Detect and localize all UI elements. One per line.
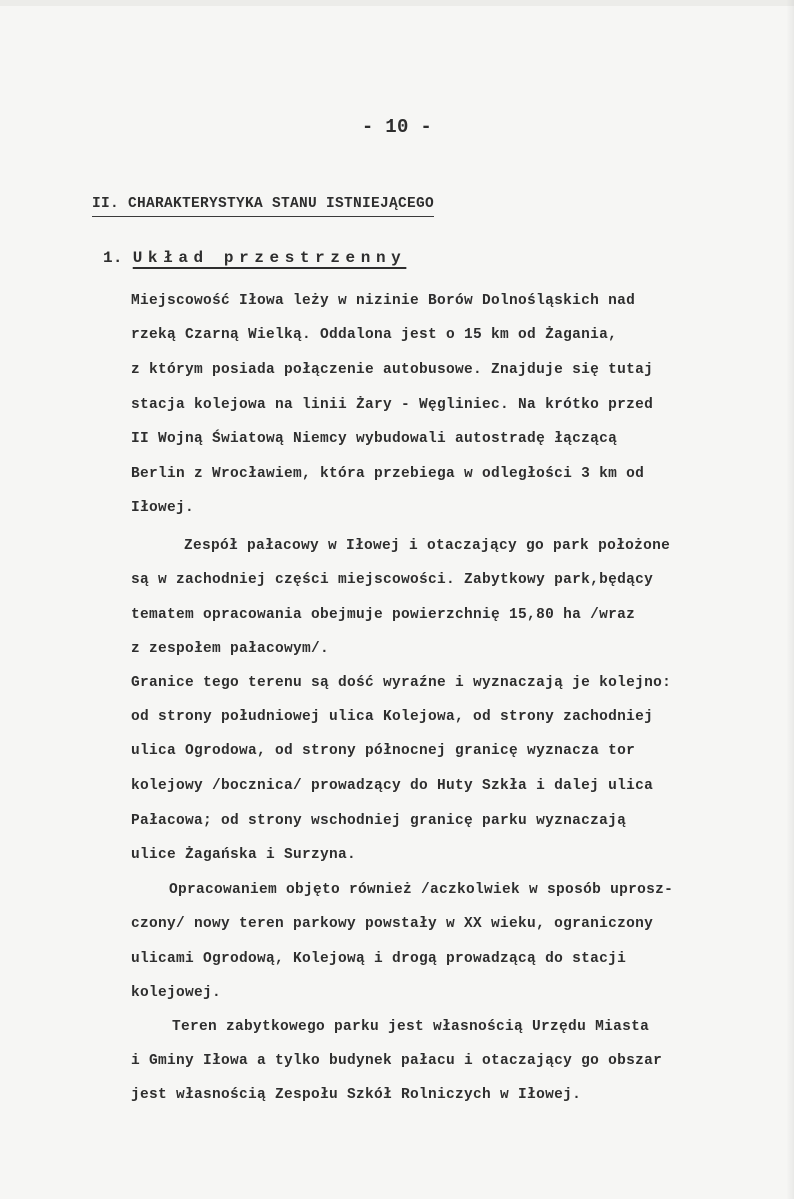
text-line: Granice tego terenu są dość wyraźne i wyznaczają je kolejno: — [131, 675, 672, 691]
text-line: Pałacowa; od strony wschodniej granicę parku wyznaczają — [131, 813, 627, 829]
text-line: II Wojną Światową Niemcy wybudowali autostradę łączącą — [131, 431, 618, 447]
text-line: i Gminy Iłowa a tylko budynek pałacu i otaczający go obszar — [131, 1053, 663, 1069]
subsection-heading — [103, 246, 406, 270]
text-line: Miejscowość Iłowa leży w nizinie Borów Dolnośląskich nad — [131, 293, 636, 309]
text-line: ulice Żagańska i Surzyna. — [131, 847, 357, 863]
text-line: stacja kolejowa na linii Żary - Węgliniec. Na krótko przed — [131, 397, 654, 413]
text-line: są w zachodniej części miejscowości. Zabytkowy park,będący — [131, 572, 654, 588]
subsection-number: 1. — [103, 249, 123, 267]
page-edge-shadow — [786, 0, 794, 1199]
text-line: ulica Ogrodowa, od strony północnej granicę wyznacza tor — [131, 743, 636, 759]
text-line: Zespół pałacowy w Iłowej i otaczający go park położone — [184, 538, 671, 554]
text-line: od strony południowej ulica Kolejowa, od strony zachodniej — [131, 709, 654, 725]
text-line: tematem opracowania obejmuje powierzchnię 15,80 ha /wraz — [131, 607, 636, 623]
page-number: - 10 - — [361, 116, 433, 138]
text-line: z którym posiada połączenie autobusowe. Znajduje się tutaj — [131, 362, 654, 378]
subsection-title: Układ przestrzenny — [132, 249, 407, 267]
text-line: ulicami Ogrodową, Kolejową i drogą prowadzącą do stacji — [131, 951, 627, 967]
text-line: Iłowej. — [131, 500, 195, 516]
text-line: rzeką Czarną Wielką. Oddalona jest o 15 km od Żagania, — [131, 327, 618, 343]
text-line: czony/ nowy teren parkowy powstały w XX wieku, ograniczony — [131, 916, 654, 932]
text-line: kolejowej. — [131, 985, 222, 1001]
section-heading: II. CHARAKTERYSTYKA STANU ISTNIEJĄCEGO — [92, 193, 434, 217]
text-line: z zespołem pałacowym/. — [131, 641, 330, 657]
page-top-edge — [0, 0, 794, 6]
text-line: jest własnością Zespołu Szkół Rolniczych w Iłowej. — [131, 1087, 582, 1103]
text-line: Opracowaniem objęto również /aczkolwiek w sposób uprosz- — [169, 882, 674, 898]
text-line: Berlin z Wrocławiem, która przebiega w odległości 3 km od — [131, 466, 645, 482]
text-line: Teren zabytkowego parku jest własnością Urzędu Miasta — [172, 1019, 650, 1035]
text-line: kolejowy /bocznica/ prowadzący do Huty Szkła i dalej ulica — [131, 778, 654, 794]
